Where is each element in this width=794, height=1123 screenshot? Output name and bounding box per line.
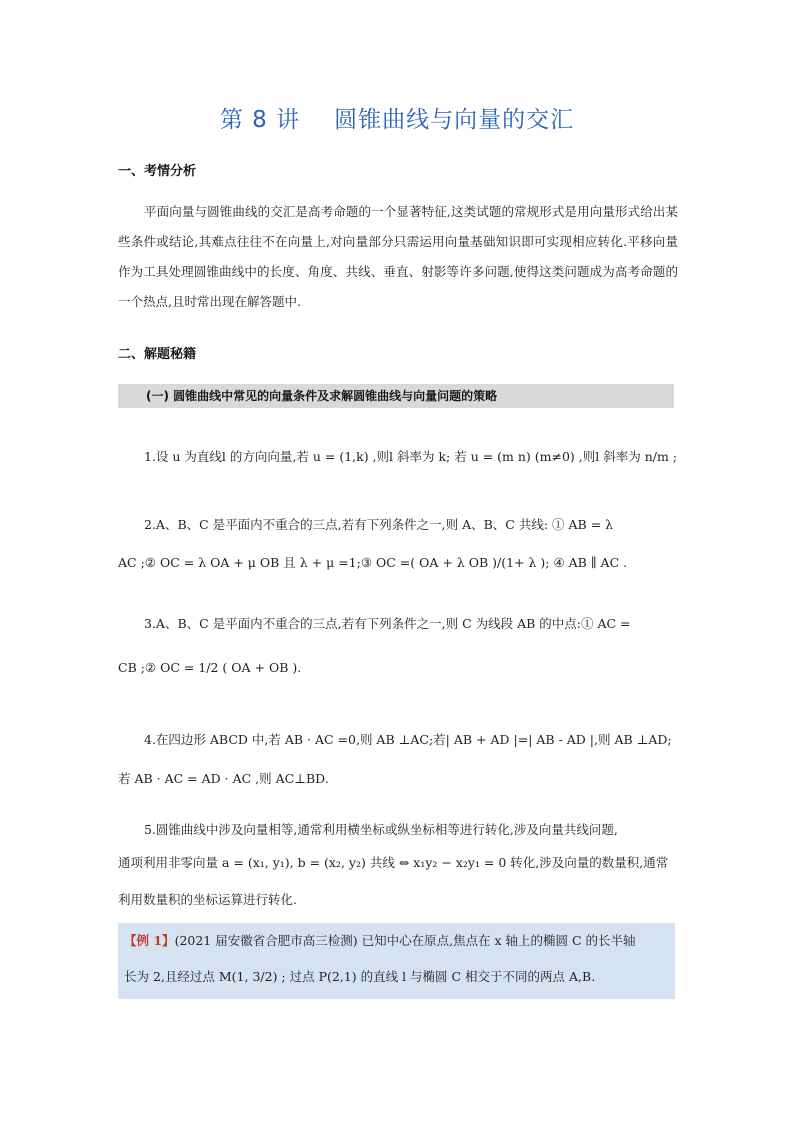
lecture-topic: 圆锥曲线与向量的交汇 (334, 107, 575, 133)
item-1: 1.设 u 为直线l 的方向向量,若 u = (1,k) ,则l 斜率为 k; 若 u = (m n) (m≠0) ,则l 斜率为 n/m ; (144, 449, 677, 464)
item-2-line-2: AC ;② OC = λ OA + μ OB 且 λ + μ =1;③ OC =( OA + λ OB )/(1+ λ ); ④ AB ∥ AC . (118, 555, 628, 570)
subsection-box (118, 384, 674, 408)
item-3-line-2: CB ;② OC = 1/2 ( OA + OB ). (118, 660, 302, 675)
example-line-2: 长为 2,且经过点 M(1, 3/2) ; 过点 P(2,1) 的直线 l 与椭圆 C 相交于不同的两点 A,B. (124, 969, 596, 984)
example-box (118, 923, 675, 999)
item-4-line-2: 若 AB · AC = AD · AC ,则 AC⊥BD. (118, 771, 329, 786)
item-5-line-3: 利用数量积的坐标运算进行转化. (118, 892, 297, 907)
example-tag: 【例 1】 (124, 933, 175, 948)
page-title (0, 101, 794, 134)
example-line-1 (124, 931, 636, 949)
item-3-line-1: 3.A、B、C 是平面内不重合的三点,若有下列条件之一,则 C 为线段 AB 的中点:① AC = (144, 616, 631, 631)
section-heading-tips: 二、解题秘籍 (118, 347, 197, 362)
item-2-line-1: 2.A、B、C 是平面内不重合的三点,若有下列条件之一,则 A、B、C 共线: ① AB = λ (144, 517, 614, 532)
section-heading-analysis: 一、考情分析 (118, 164, 197, 179)
analysis-paragraph: 平面向量与圆锥曲线的交汇是高考命题的一个显著特征,这类试题的常规形式是用向量形式给出某些条件或结论,其难点往往不在向量上,对向量部分只需运用向量基础知识即可实现相应转化.平移向量作为工具处理圆锥曲线中的长度、角度、共线、垂直、射影等许多问题,使得这类问题成为高考命题的一个热点,且时常出现在解答题中. (118, 204, 678, 309)
item-4-line-1: 4.在四边形 ABCD 中,若 AB · AC =0,则 AB ⊥AC;若| AB + AD |=| AB - AD |,则 AB ⊥AD; (144, 732, 672, 747)
subsection-title: (一) 圆锥曲线中常见的向量条件及求解圆锥曲线与向量问题的策略 (146, 389, 498, 403)
lecture-number: 第 8 讲 (219, 107, 301, 133)
item-5-line-1: 5.圆锥曲线中涉及向量相等,通常利用横坐标或纵坐标相等进行转化,涉及向量共线问题, (144, 822, 618, 837)
example-text-1: (2021 届安徽省合肥市高三检测) 已知中心在原点,焦点在 x 轴上的椭圆 C 的长半轴 (174, 933, 636, 948)
item-5-line-2: 通项利用非零向量 a = (x₁, y₁), b = (x₂, y₂) 共线 ⇔ x₁y₂ − x₂y₁ = 0 转化,涉及向量的数量积,通常 (118, 855, 669, 870)
